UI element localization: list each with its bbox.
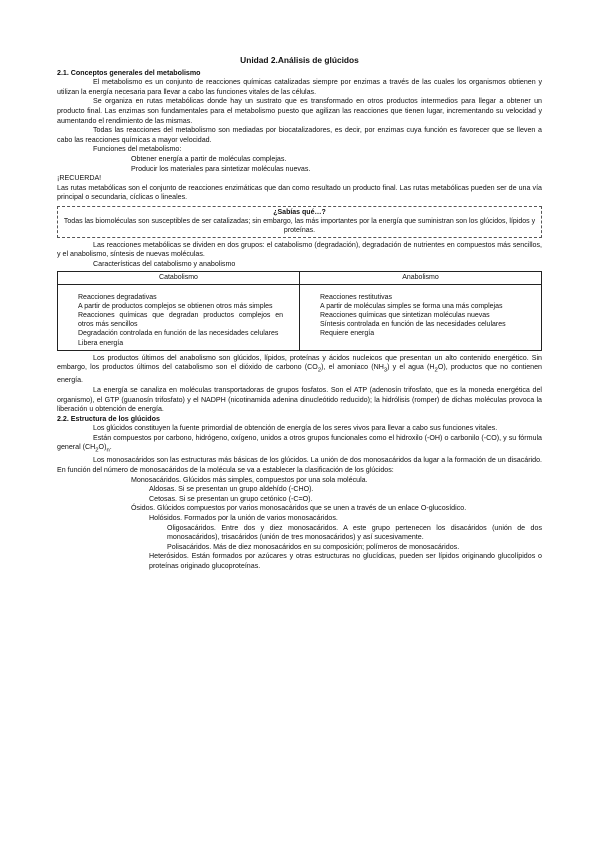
table-item: Degradación controlada en función de las necesidades celulares — [78, 330, 279, 338]
catabolismo-cell — [58, 284, 300, 350]
paragraph: La energía se canaliza en moléculas transportadoras de grupos fosfatos. Son el ATP (adenosín trifosfato, que es la moneda energética del organismo), el GTP (guanosín trifosfato) y el NADPH (nicotinamida adenina dinucleótido reducido); la hidrólisis (romper) de dichas moléculas provoca la liberación u obtención de energía. — [57, 385, 542, 414]
sabias-que-box — [57, 206, 542, 238]
function-item: Obtener energía a partir de moléculas complejas. — [131, 154, 287, 163]
comparison-table — [57, 271, 542, 350]
section-heading-glucidos: 2.2. Estructura de los glúcidos — [57, 414, 160, 423]
sabias-que-question: ¿Sabías qué…? — [273, 208, 326, 216]
table-item: Reacciones químicas que sintetizan moléculas nuevas — [320, 311, 490, 319]
paragraph: Todas las reacciones del metabolismo son mediadas por biocatalizadores, es decir, por enzimas cuya función es favorecer que se lleven a cabo las reacciones químicas a mayor velocidad. — [57, 126, 542, 144]
paragraph-final-products — [57, 354, 542, 386]
text-run: Están compuestos por carbono, hidrógeno, oxígeno, unidos a otros grupos funcionales como el hidroxilo (-OH) o carbonilo (-CO), y su fórmula general (CH — [57, 433, 542, 452]
text-run: Los productos últimos del anabolismo son glúcidos, lípidos, proteínas y ácidos nucleicos que presentan un alto contenido energético. Sin embargo, los productos últimos del catabolismo son el dióxido de carbono (CO — [57, 353, 542, 372]
paragraph: Los monosacáridos son las estructuras más básicas de los glúcidos. La unión de dos monosacáridos da lugar a la formación de un disacárido. En función del número de monosacáridos de la molécula se va a establecer la clasificación de los glúcidos: — [57, 456, 542, 475]
table-item: Libera energía — [78, 339, 124, 347]
text-run: O) — [98, 443, 107, 452]
paragraph-formula — [57, 434, 542, 457]
table-title: Características del catabolismo y anabolismo — [93, 259, 236, 268]
document-body — [57, 56, 542, 572]
class-cetosas: Cetosas. Si se presentan un grupo cetónico (-C=O). — [149, 494, 313, 503]
table-header-catabolismo: Catabolismo — [58, 272, 300, 284]
class-heterosidos: Heterósidos. Están formados por azúcares y otras estructuras no glucídicas, pueden ser lípidos originando glucolípidos o proteínas originado glucoproteínas. — [149, 552, 542, 570]
table-item: Reacciones químicas que degradan productos complejos en otros más sencillos — [78, 311, 283, 329]
table-header-anabolismo: Anabolismo — [300, 272, 542, 284]
table-item: Requiere energía — [320, 330, 375, 338]
function-item: Producir los materiales para sintetizar moléculas nuevas. — [131, 164, 311, 173]
subscript: n — [106, 447, 110, 454]
subscript: 3 — [383, 367, 388, 374]
recuerda-label: ¡RECUERDA! — [57, 174, 102, 183]
subscript: 2 — [95, 447, 99, 454]
page-title: Unidad 2.Análisis de glúcidos — [240, 55, 359, 65]
text-run: ) y el agua (H — [387, 363, 435, 372]
section-heading-metabolism: 2.1. Conceptos generales del metabolismo — [57, 68, 201, 77]
class-oligosacaridos: Oligosacáridos. Entre dos y diez monosacáridos. A este grupo pertenecen los disacáridos (unión de dos monosacáridos), trisacáridos (unión de tres monosacáridos) y así sucesivamente. — [167, 523, 542, 542]
class-aldosas: Aldosas. Si se presentan un grupo aldehído (-CHO). — [149, 485, 314, 494]
text-run: O), productos que no contienen energía. — [57, 363, 542, 385]
class-holosidos: Holósidos. Formados por la unión de varios monosacáridos. — [149, 514, 338, 523]
table-item: A partir de productos complejos se obtienen otros más simples — [78, 302, 273, 310]
paragraph: Se organiza en rutas metabólicas donde hay un sustrato que es transformado en otros productos intermedios para llegar a obtener un producto final. Las enzimas son fundamentales para el metabolismo puesto que agilizan las reacciones que tienen lugar, incrementando su velocidad y aumentando el rendimiento de las mismas. — [57, 97, 542, 125]
class-osidos: Ósidos. Glúcidos compuestos por varios monosacáridos que se unen a través de un enlace O-glucosídico. — [131, 504, 467, 513]
paragraph: El metabolismo es un conjunto de reacciones químicas catalizadas siempre por enzimas a través de las cuales los organismos obtienen y utilizan la energía necesaria para llevar a cabo las funciones vitales de las células. — [57, 78, 542, 96]
anabolismo-cell — [300, 284, 542, 350]
table-item: Reacciones degradativas — [78, 293, 157, 301]
text-run: . — [109, 443, 112, 452]
table-item: A partir de moléculas simples se forma una más complejas — [320, 302, 503, 310]
subscript: 2 — [317, 367, 322, 374]
sabias-que-text: Todas las biomoléculas son susceptibles de ser catalizadas; sin embargo, las más importantes por la energía que suministran son los glúcidos, lípidos y proteínas. — [63, 218, 536, 235]
table-item: Reacciones restitutivas — [320, 293, 392, 301]
class-polisacaridos: Polisacáridos. Más de diez monosacáridos en su composición; polímeros de monosacáridos. — [167, 542, 460, 551]
text-run: ), el amoniaco (NH — [321, 363, 384, 372]
class-monosacaridos: Monosacáridos. Glúcidos más simples, compuestos por una sola molécula. — [131, 475, 368, 484]
subscript: 2 — [434, 367, 438, 374]
recuerda-text: Las rutas metabólicas son el conjunto de reacciones enzimáticas que dan como resultado un producto final. Las rutas metabólicas pueden ser de una vía principal o secundaria, cíclicas o lineales. — [57, 183, 542, 202]
paragraph: Los glúcidos constituyen la fuente primordial de obtención de energía de los seres vivos para llevar a cabo sus funciones vitales. — [93, 424, 498, 433]
functions-title: Funciones del metabolismo: — [93, 145, 182, 154]
table-item: Síntesis controlada en función de las necesidades celulares — [320, 321, 506, 329]
paragraph: Las reacciones metabólicas se dividen en dos grupos: el catabolismo (degradación), degradación de nutrientes en compuestos más sencillos, y el anabolismo, síntesis de nuevas moléculas. — [57, 240, 542, 259]
